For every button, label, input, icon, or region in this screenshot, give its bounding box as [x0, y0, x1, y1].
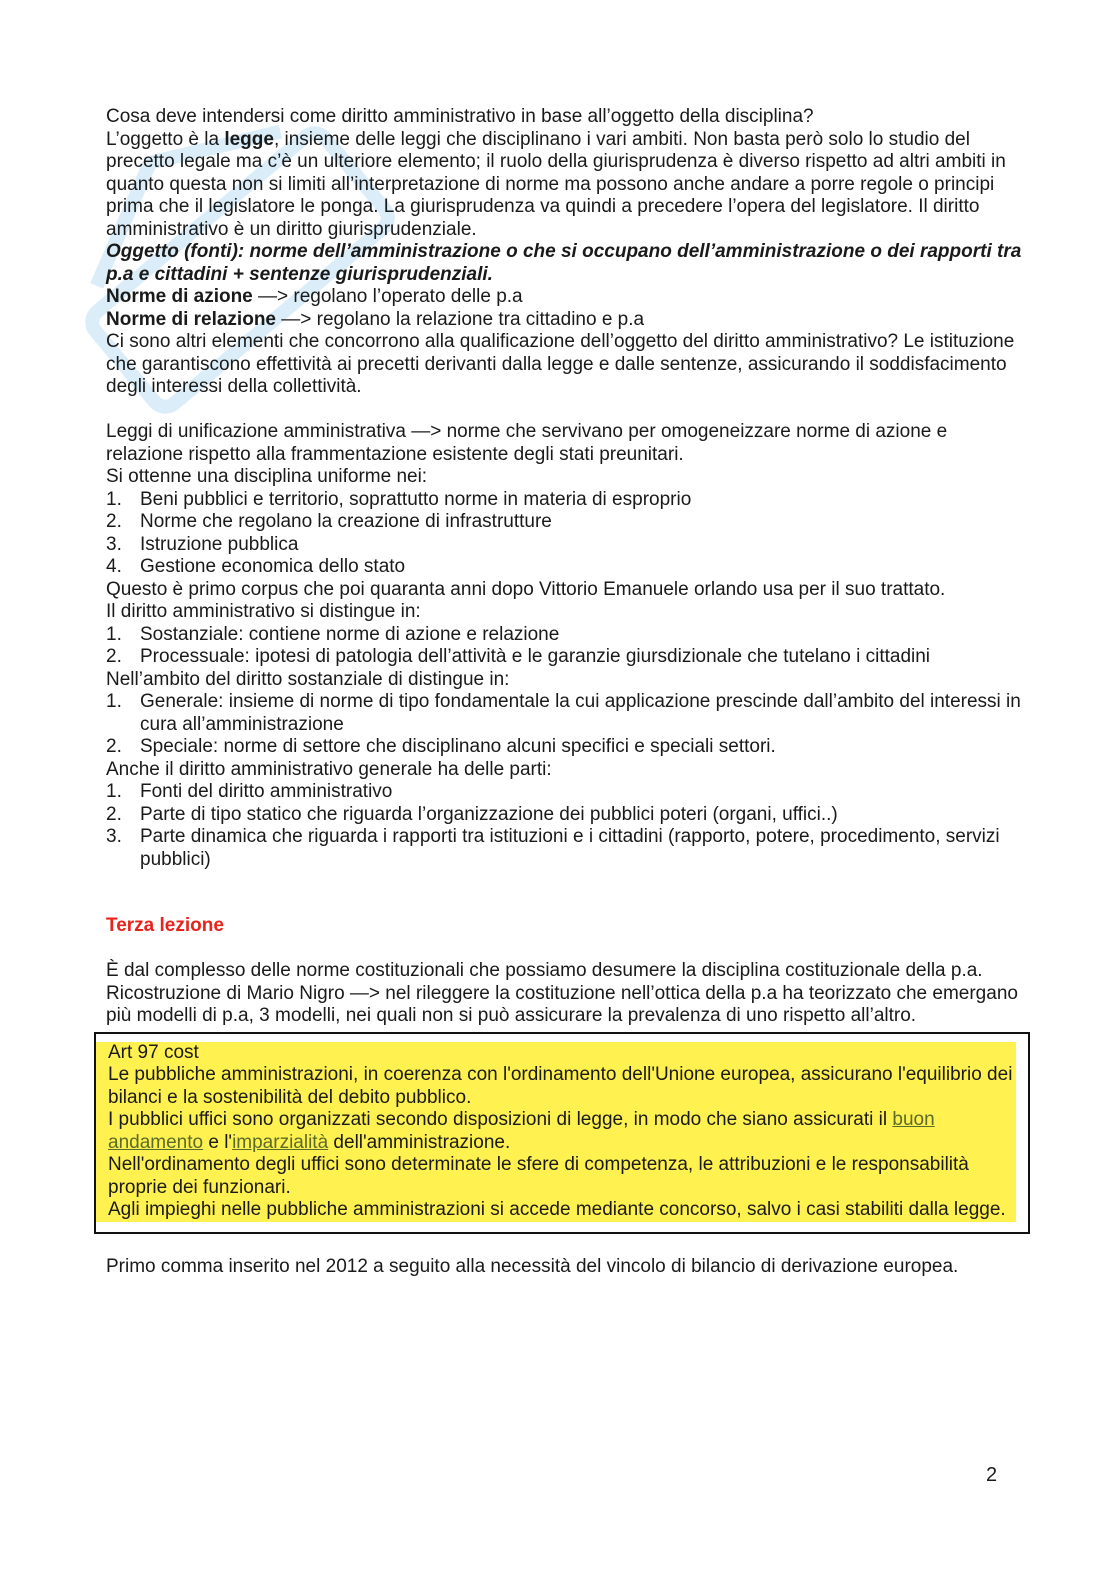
- list-sostanziale: [106, 691, 1026, 759]
- section-heading-terza-lezione: Terza lezione: [106, 915, 224, 936]
- list-item: 1. Generale: insieme di norme di tipo fondamentale la cui applicazione prescinde dall’ambito del interessi in cura all’amministrazione: [106, 691, 1021, 735]
- imparzialita-link[interactable]: imparzialità: [232, 1131, 329, 1153]
- art97-comma-2: I pubblici uffici sono organizzati secondo disposizioni di legge, in modo che siano assicurati il buon andamento e l'imparzialità dell'amministrazione.: [108, 1109, 935, 1153]
- disciplina-uniforme: Si ottenne una disciplina uniforme nei:: [106, 466, 428, 487]
- list-item: 2. Norme che regolano la creazione di infrastrutture: [106, 511, 552, 532]
- corpus-paragraph: Questo è primo corpus che poi quaranta anni dopo Vittorio Emanuele orlando usa per il suo trattato.: [106, 578, 946, 600]
- art97-comma-3: Nell'ordinamento degli uffici sono determinate le sfere di competenza, le attribuzioni e le responsabilità proprie dei funzionari.: [108, 1154, 969, 1198]
- list-item: 3. Parte dinamica che riguarda i rapporti tra istituzioni e i cittadini (rapporto, potere, procedimento, servizi pubblici): [106, 826, 1000, 870]
- list-item: 1. Sostanziale: contiene norme di azione e relazione: [106, 623, 560, 645]
- art97-comma-4: Agli impieghi nelle pubbliche amministrazioni si accede mediante concorso, salvo i casi stabiliti dalla legge.: [108, 1199, 1006, 1220]
- unificazione-paragraph: Leggi di unificazione amministrativa —> norme che servivano per omogeneizzare norme di azione e relazione rispetto alla frammentazione esistente degli stati preunitari.: [106, 421, 948, 465]
- legge-bold: legge: [224, 128, 274, 150]
- sostanziale-paragraph: Nell’ambito del diritto sostanziale di distingue in:: [106, 668, 510, 690]
- list-item: 4. Gestione economica dello stato: [106, 556, 406, 577]
- parti-paragraph: Anche il diritto amministrativo generale ha delle parti:: [106, 758, 552, 780]
- art97-comma-1: Le pubbliche amministrazioni, in coerenza con l'ordinamento dell'Unione europea, assicurano l'equilibrio dei bilanci e la sostenibilità del debito pubblico.: [108, 1064, 1013, 1108]
- intro-paragraph: L’oggetto è la legge, insieme delle leggi che disciplinano i vari ambiti. Non basta però solo lo studio del precetto legale ma c’è un ulteriore elemento; il ruolo della giurisprudenza è diverso rispetto ad altri ambiti in quanto questa non si limiti all’interpretazione di norme ma possono anche andare a porre regole o principi prima che il legislatore le ponga. La giurisprudenza va quindi a precedere l’opera del legislatore. Il diritto amministrativo è un diritto giurisprudenziale.: [106, 128, 1006, 240]
- closing-paragraph: Primo comma inserito nel 2012 a seguito alla necessità del vincolo di bilancio di derivazione europea.: [106, 1256, 959, 1277]
- art97-box: [94, 1032, 1030, 1234]
- terza-paragraph-2: Ricostruzione di Mario Nigro —> nel rileggere la costituzione nell’ottica della p.a ha teorizzato che emergano più modelli di p.a, 3 modelli, nei quali non si può assicurare la prevalenza di uno rispetto all’altro.: [106, 982, 1018, 1026]
- intro-question: Cosa deve intendersi come diritto amministrativo in base all’oggetto della disciplina?: [106, 106, 814, 127]
- list-item: 1. Beni pubblici e territorio, soprattutto norme in materia di esproprio: [106, 488, 692, 510]
- document-body: [106, 106, 1026, 1279]
- list-item: 2. Processuale: ipotesi di patologia dell’attività e le garanzie giursdizionale che tutelano i cittadini: [106, 646, 931, 667]
- list-item: 1. Fonti del diritto amministrativo: [106, 781, 393, 802]
- terza-paragraph-1: È dal complesso delle norme costituzionali che possiamo desumere la disciplina costituzionale della p.a.: [106, 960, 983, 981]
- list-item: 3. Istruzione pubblica: [106, 533, 299, 555]
- norme-azione: Norme di azione —> regolano l’operato delle p.a: [106, 286, 523, 307]
- norme-relazione: Norme di relazione —> regolano la relazione tra cittadino e p.a: [106, 308, 645, 330]
- list-parti: [106, 781, 1026, 871]
- art97-title: Art 97 cost: [108, 1041, 199, 1063]
- list-distinzione: [106, 624, 1026, 669]
- list-item: 2. Speciale: norme di settore che disciplinano alcuni specifici e speciali settori.: [106, 736, 776, 757]
- list-item: 2. Parte di tipo statico che riguarda l’organizzazione dei pubblici poteri (organi, uffici..): [106, 803, 838, 825]
- list-disciplina: [106, 489, 1026, 579]
- buon-andamento-link[interactable]: buon andamento: [108, 1109, 935, 1153]
- altri-elementi: Ci sono altri elementi che concorrono alla qualificazione dell’oggetto del diritto amministrativo? Le istituzione che garantiscono effettività ai precetti derivanti dalla legge e dalle sentenze, assicurando il soddisfacimento degli interessi della collettività.: [106, 331, 1015, 397]
- art97-highlight: [96, 1042, 1016, 1222]
- distingue-paragraph: Il diritto amministrativo si distingue in:: [106, 601, 421, 622]
- page-number: 2: [986, 1464, 998, 1486]
- oggetto-fonti: Oggetto (fonti): norme dell’amministrazione o che si occupano dell’amministrazione o dei rapporti tra p.a e cittadini + sentenze giurisprudenziali.: [106, 241, 1022, 285]
